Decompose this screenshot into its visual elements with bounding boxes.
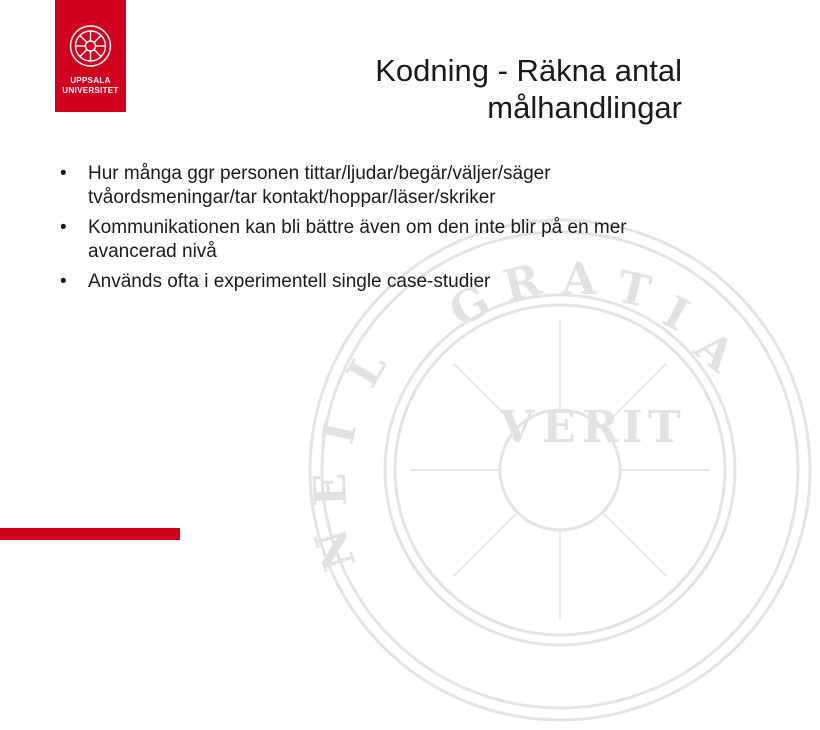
svg-text:R: R (498, 254, 547, 313)
bullet-item (60, 270, 700, 294)
svg-text:L: L (337, 343, 397, 396)
logo-line-1: UPPSALA (70, 76, 111, 85)
logo-line-2: UNIVERSITET (62, 86, 119, 95)
university-seal-logo-icon (55, 0, 126, 76)
bullet-list (60, 162, 700, 300)
bullet-text: Används ofta i experimentell single case-studier (88, 271, 491, 292)
slide-title (222, 52, 682, 126)
title-line-1: Kodning - Räkna antal (375, 53, 682, 88)
svg-text:I: I (622, 402, 643, 453)
bullet-marker: • (60, 217, 67, 238)
bullet-item (60, 216, 700, 264)
title-line-2: målhandlingar (487, 90, 682, 125)
svg-text:E: E (542, 402, 576, 453)
svg-text:G: G (441, 275, 499, 338)
svg-text:I: I (654, 286, 697, 342)
bullet-marker: • (60, 271, 67, 292)
bullet-marker: • (60, 163, 67, 184)
bullet-text: Hur många ggr personen tittar/ljudar/begär/väljer/säger tvåordsmeningar/tar kontakt/hoppar/läser/skriker (88, 163, 551, 208)
svg-text:T: T (611, 261, 656, 319)
svg-text:A: A (684, 321, 744, 383)
svg-text:N: N (305, 522, 367, 577)
svg-text:V: V (500, 402, 535, 453)
bullet-item (60, 162, 700, 210)
svg-text:E: E (304, 472, 357, 508)
svg-text:I: I (312, 417, 368, 449)
svg-text:T: T (648, 402, 681, 453)
svg-text:R: R (582, 402, 619, 453)
bullet-text: Kommunikationen kan bli bättre även om den inte blir på en mer avancerad nivå (88, 217, 627, 262)
university-logo (55, 0, 126, 112)
footer-accent-bar (0, 528, 180, 540)
svg-text:A: A (562, 254, 597, 305)
